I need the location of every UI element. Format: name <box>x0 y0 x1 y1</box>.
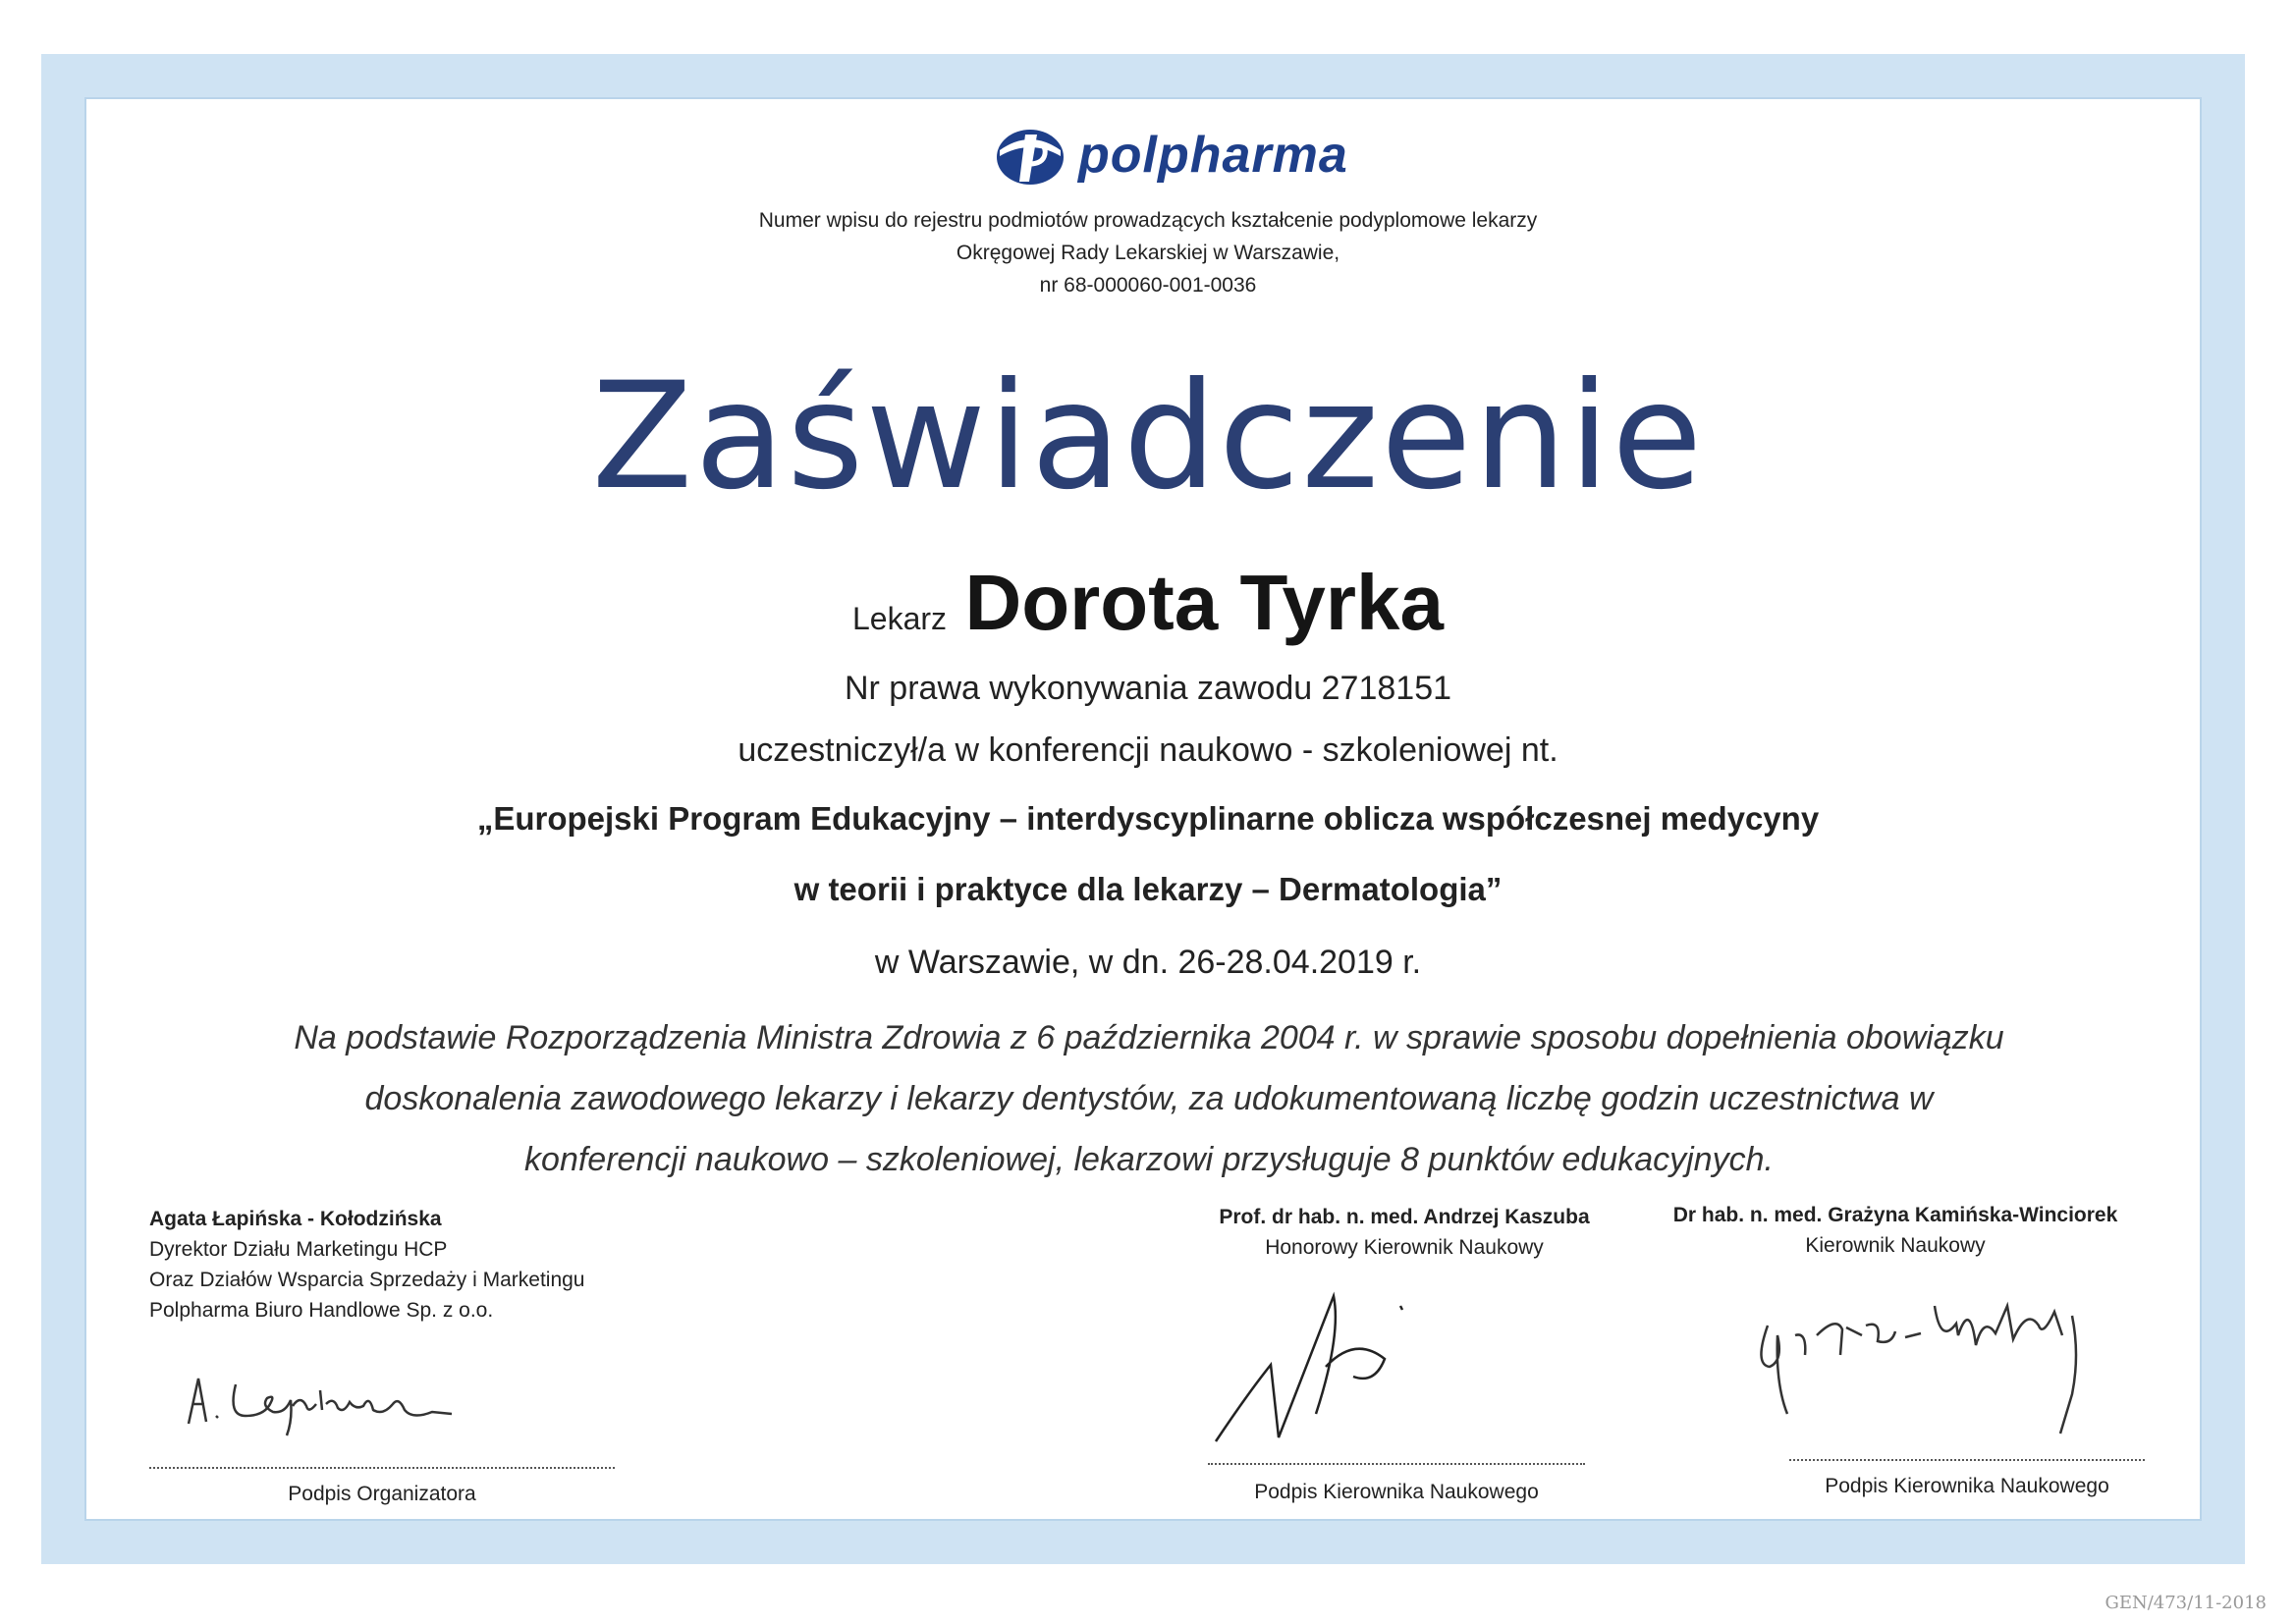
license-number: Nr prawa wykonywania zawodu 2718151 <box>844 670 1452 707</box>
signature-honorary-head <box>1208 1276 1444 1453</box>
registry-line-1: Numer wpisu do rejestru podmiotów prowadzących kształcenie podyplomowe lekarzy <box>758 209 1538 232</box>
signer-role: Polpharma Biuro Handlowe Sp. z o.o. <box>149 1299 494 1322</box>
signature-line <box>1208 1463 1585 1465</box>
document-code: GEN/473/11-2018 <box>2105 1593 2267 1613</box>
registry-line-2: Okręgowej Rady Lekarskiej w Warszawie, <box>956 242 1340 264</box>
signer-honorary-head <box>1164 1202 1645 1263</box>
event-title-line-1: „Europejski Program Edukacyjny – interdyscyplinarne oblicza współczesnej medycyny <box>476 800 1820 837</box>
registry-info <box>0 204 2296 301</box>
event-place-date: w Warszawie, w dn. 26-28.04.2019 r. <box>874 944 1422 981</box>
signer-role: Dyrektor Działu Marketingu HCP <box>149 1238 448 1261</box>
certificate-title: Zaświadczenie <box>591 352 1705 522</box>
legal-line-2: doskonalenia zawodowego lekarzy i lekarzy dentystów, za udokumentowaną liczbę godzin uczestnictwa w <box>364 1080 1934 1117</box>
signer-name: Agata Łapińska - Kołodzińska <box>149 1208 442 1230</box>
signer-scientific-head <box>1650 1200 2141 1261</box>
signature-line <box>1789 1459 2145 1461</box>
signer-name: Dr hab. n. med. Grażyna Kamińska-Winciorek <box>1672 1204 2118 1226</box>
legal-line-1: Na podstawie Rozporządzenia Ministra Zdrowia z 6 października 2004 r. w sprawie sposobu dopełnienia obowiązku <box>294 1019 2004 1056</box>
legal-line-3: konferencji naukowo – szkoleniowej, lekarzowi przysługuje 8 punktów edukacyjnych. <box>524 1141 1774 1178</box>
signature-organizer <box>177 1355 491 1443</box>
signer-organizer <box>149 1204 584 1326</box>
recipient-row <box>0 558 2296 648</box>
signature-scientific-head <box>1748 1276 2131 1443</box>
legal-basis <box>255 1007 2043 1190</box>
signer-name: Prof. dr hab. n. med. Andrzej Kaszuba <box>1219 1206 1590 1228</box>
registry-line-3: nr 68-000060-001-0036 <box>1039 274 1257 297</box>
recipient-name: Dorota Tyrka <box>964 559 1445 646</box>
logo-wordmark: polpharma <box>1078 127 1348 184</box>
polpharma-logo <box>992 116 1348 194</box>
signature-label: Podpis Kierownika Naukowego <box>1825 1475 2109 1497</box>
signature-label: Podpis Organizatora <box>288 1483 476 1505</box>
signer-role: Oraz Działów Wsparcia Sprzedaży i Marketingu <box>149 1269 585 1291</box>
signer-role: Honorowy Kierownik Naukowy <box>1265 1236 1544 1259</box>
polpharma-logo-icon <box>992 121 1068 189</box>
event-title-line-2: w teorii i praktyce dla lekarzy – Dermatologia” <box>793 871 1503 907</box>
signer-role: Kierownik Naukowy <box>1805 1234 1986 1257</box>
signature-label: Podpis Kierownika Naukowego <box>1254 1481 1539 1503</box>
signature-line <box>149 1467 615 1469</box>
recipient-prefix: Lekarz <box>851 601 948 636</box>
participation-text: uczestniczył/a w konferencji naukowo - szkoleniowej nt. <box>738 731 1558 769</box>
